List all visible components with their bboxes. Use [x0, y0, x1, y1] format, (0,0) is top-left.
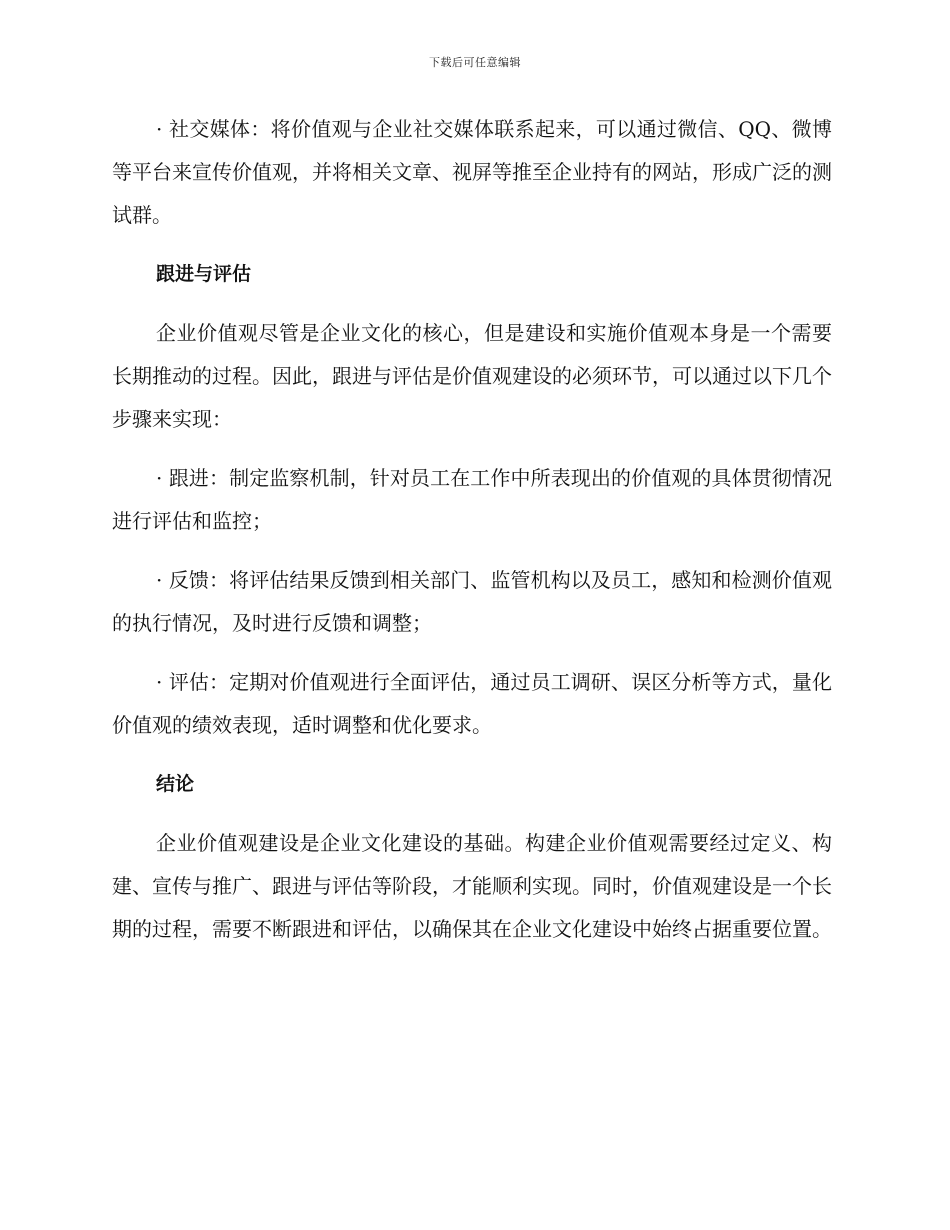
bullet-feedback: · 反馈：将评估结果反馈到相关部门、监管机构以及员工，感知和检测价值观的执行情况，及时进行反馈和调整； [112, 568, 832, 635]
document-body [112, 108, 832, 967]
bullet-social-media: · 社交媒体：将价值观与企业社交媒体联系起来，可以通过微信、QQ、微博等平台来宣传价值观，并将相关文章、视屏等推至企业持有的网站，形成广泛的测试群。 [112, 117, 832, 227]
bullet-follow-up: · 跟进：制定监察机制，针对员工在工作中所表现出的价值观的具体贯彻情况进行评估和监控； [112, 466, 832, 533]
bullet-evaluation: · 评估：定期对价值观进行全面评估，通过员工调研、误区分析等方式，量化价值观的绩效表现，适时调整和优化要求。 [112, 670, 832, 737]
section-heading-follow-up: 跟进与评估 [156, 263, 252, 285]
header-note: 下载后可任意编辑 [429, 56, 521, 69]
section-heading-conclusion: 结论 [156, 773, 195, 795]
paragraph-conclusion: 企业价值观建设是企业文化建设的基础。构建企业价值观需要经过定义、构建、宣传与推广、跟进与评估等阶段，才能顺利实现。同时，价值观建设是一个长期的过程，需要不断跟进和评估，以确保其在企业文化建设中始终占据重要位置。 [112, 831, 832, 941]
paragraph-follow-up-intro: 企业价值观尽管是企业文化的核心，但是建设和实施价值观本身是一个需要长期推动的过程。因此，跟进与评估是价值观建设的必须环节，可以通过以下几个步骤来实现： [112, 321, 832, 431]
